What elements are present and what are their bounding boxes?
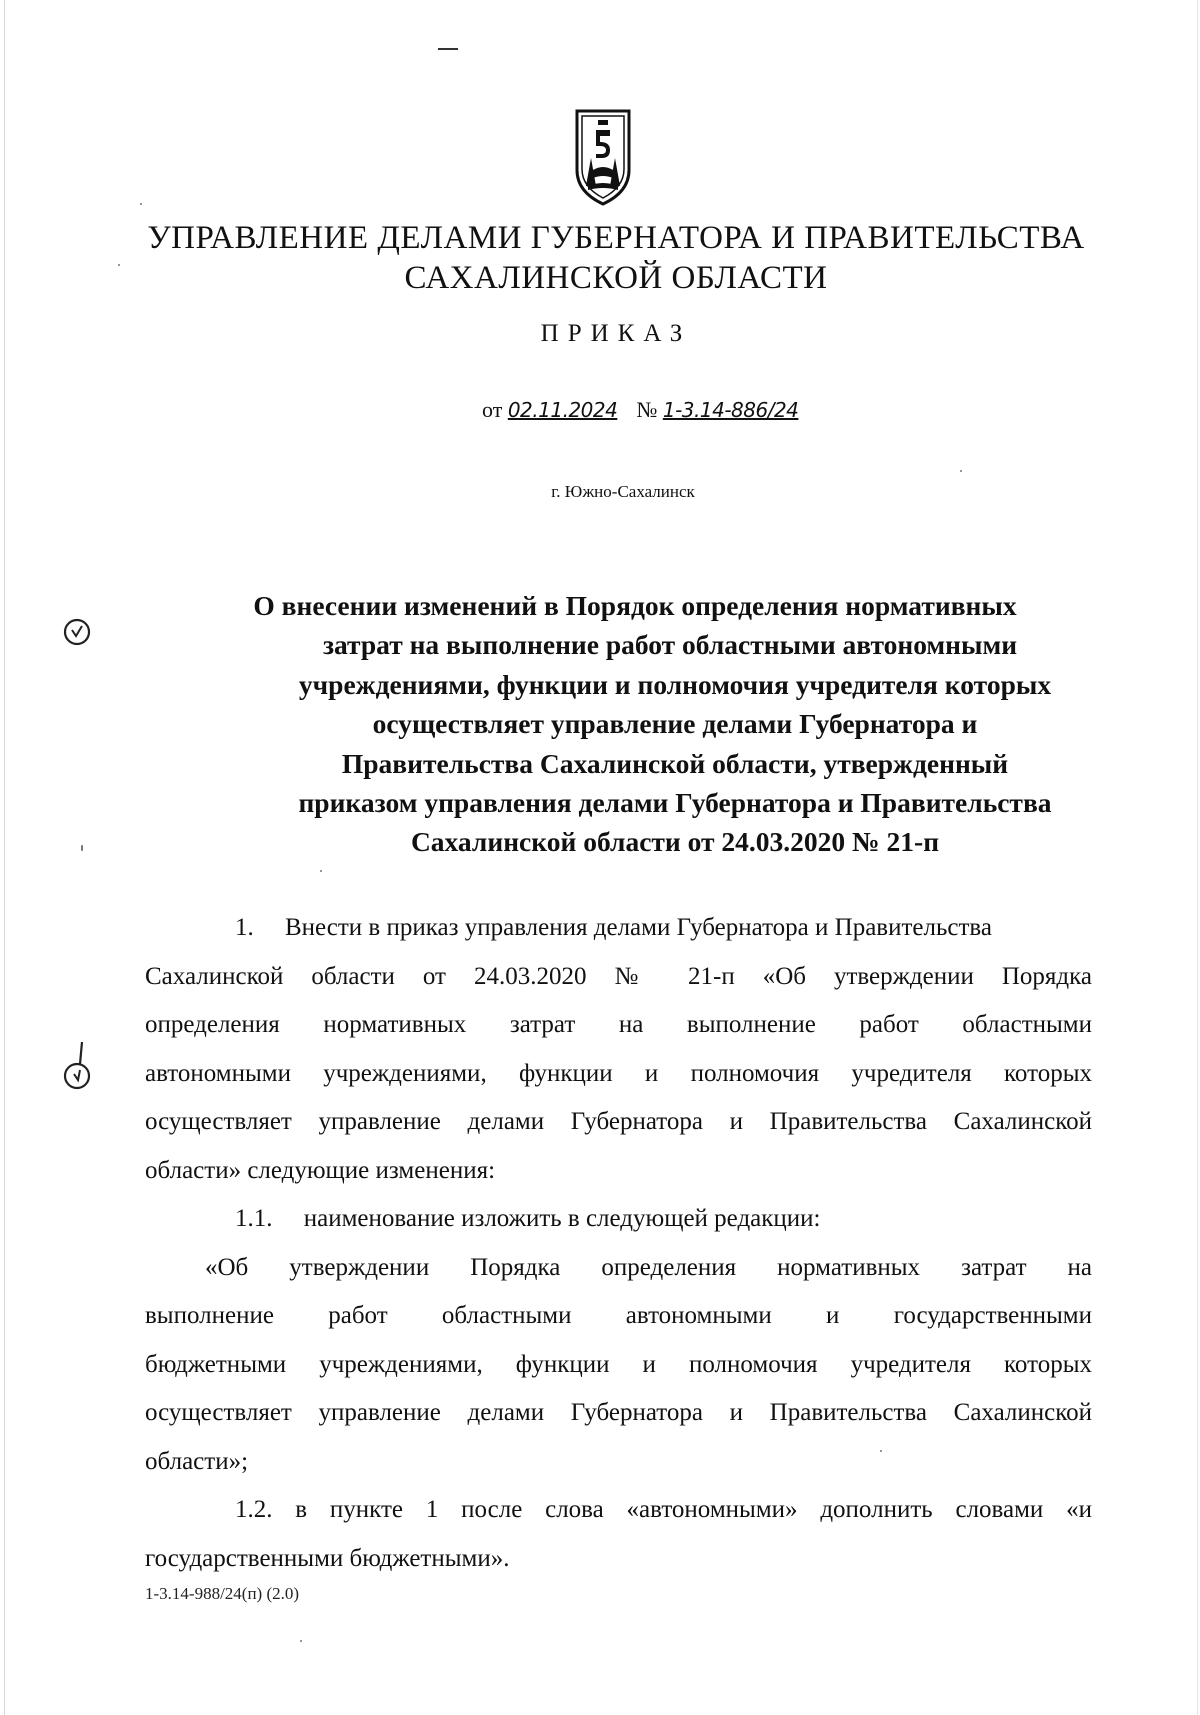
quote-line: осуществляет управление делами Губернатора и Правительства Сахалинской: [145, 1399, 1092, 1426]
scan-speck: [300, 1640, 302, 1642]
item-1-line: определения нормативных затрат на выполнение работ областными: [145, 1011, 1092, 1038]
title-line: учреждениями, функции и полномочия учредителя которых: [298, 668, 1052, 700]
quote-line: выполнение работ областными автономными и государственными: [145, 1302, 1092, 1329]
footer-document-code: 1-3.14-988/24(п) (2.0): [145, 1584, 300, 1603]
item-1-2-first-line: 1.2. в пункте 1 после слова «автономными» дополнить словами «и: [235, 1496, 1092, 1523]
scan-artifact: [438, 48, 458, 50]
title-line: затрат на выполнение работ областными автономными: [322, 629, 1018, 661]
quote-first-line: «Об утверждении Порядка определения нормативных затрат на: [205, 1253, 1092, 1281]
quote-line: области»;: [145, 1447, 249, 1475]
item-1-1-line: [145, 1195, 1092, 1244]
item-1-text: Внести в приказ управления делами Губернатора и Правительства: [285, 914, 992, 941]
item-1-first-line: [145, 904, 1092, 953]
document-body: [145, 904, 1092, 1583]
item-1-1-number: 1.1.: [235, 1205, 273, 1232]
item-1-line: автономными учреждениями, функции и полномочия учредителя которых: [145, 1059, 1092, 1087]
document-date: 02.11.2024: [507, 398, 618, 422]
coat-of-arms-emblem: [574, 108, 632, 208]
city-name: г. Южно-Сахалинск: [551, 482, 695, 501]
document-type: ПРИКАЗ: [540, 320, 692, 347]
scan-speck: [960, 470, 962, 472]
margin-circle-mark: [56, 1040, 96, 1100]
item-1-line: осуществляет управление делами Губернатора и Правительства Сахалинской: [145, 1108, 1092, 1135]
item-1-line: Сахалинской области от 24.03.2020 № 21-п «Об утверждении Порядка: [145, 962, 1092, 990]
title-line: приказом управления делами Губернатора и Правительства: [298, 787, 1052, 819]
scan-speck: [880, 1450, 882, 1452]
item-1-2-last-line: государственными бюджетными».: [145, 1544, 510, 1572]
document-title: [140, 586, 1130, 862]
document-date-number: [482, 397, 902, 423]
scan-speck: [81, 845, 83, 851]
document-number: 1-3.14-886/24: [662, 398, 799, 422]
item-1-1-text: наименование изложить в следующей редакции:: [303, 1205, 821, 1232]
item-1-number: 1.: [235, 914, 254, 941]
org-name-line-1: УПРАВЛЕНИЕ ДЕЛАМИ ГУБЕРНАТОРА И ПРАВИТЕЛЬСТВА: [147, 220, 1085, 256]
margin-circle-mark: [56, 610, 96, 670]
org-name-line-2: САХАЛИНСКОЙ ОБЛАСТИ: [404, 260, 828, 296]
title-line: Правительства Сахалинской области, утвержденный: [341, 747, 1009, 779]
number-prefix: №: [636, 397, 658, 422]
item-1-line: области» следующие изменения:: [145, 1156, 496, 1184]
title-line: О внесении изменений в Порядок определения нормативных: [253, 590, 1017, 621]
scan-speck: [118, 264, 120, 266]
organization-name: [0, 218, 1200, 298]
scan-speck: [320, 870, 322, 872]
date-prefix: от: [482, 397, 503, 422]
title-line: осуществляет управление делами Губернатора и: [372, 708, 978, 740]
title-line: Сахалинской области от 24.03.2020 № 21-п: [410, 826, 940, 858]
scan-speck: [140, 203, 142, 205]
quote-line: бюджетными учреждениями, функции и полномочия учредителя которых: [145, 1350, 1092, 1378]
